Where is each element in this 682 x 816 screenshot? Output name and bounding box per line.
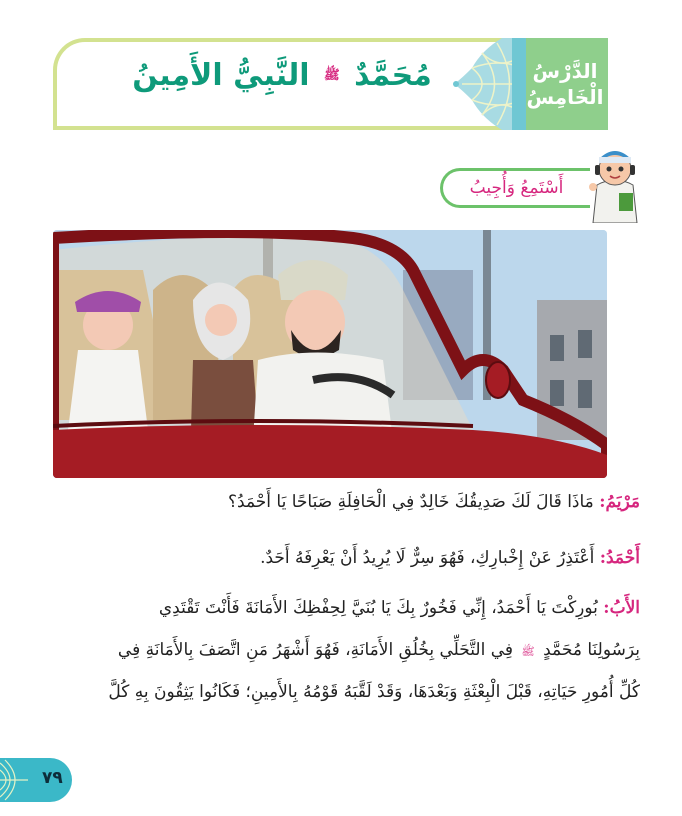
lesson-title (117, 58, 447, 93)
dialogue-text: أَعْتَذِرُ عَنْ إِخْبارِكِ، فَهُوَ سِرٌّ لَا يُرِيدُ أَنْ يَعْرِفَهُ أَحَدٌ. (260, 548, 595, 568)
title-part2: النَّبِيُّ الأَمِينُ (132, 58, 310, 93)
pbuh-glyph: ﷺ (323, 68, 340, 83)
speaker-ahmad: أَحْمَدُ: (599, 548, 640, 568)
family-in-car-illustration (53, 230, 607, 478)
lesson-label-line1: الدَّرْسُ (532, 59, 598, 83)
lesson-label-line2: الْخَامِسُ (526, 85, 604, 109)
dialogue-line-ahmad (40, 548, 640, 568)
dialogue-text: مَاذَا قَالَ لَكَ صَدِيقُكَ خَالِدٌ فِي الْحَافِلَةِ صَبَاحًا يَا أَحْمَدُ؟ (228, 492, 594, 512)
dialogue-line-father-3 (40, 682, 640, 702)
listen-and-answer-label (440, 168, 590, 208)
speaker-father: الأَبُ: (603, 598, 640, 618)
dialogue-line-maryam (40, 492, 640, 512)
dialogue-line-father-2 (40, 640, 640, 661)
dialogue-line-father-1 (40, 598, 640, 618)
boy-with-headphones-icon (585, 145, 645, 223)
lesson-number-tab (522, 38, 608, 130)
pbuh-glyph: ﷺ (521, 645, 535, 658)
dialogue-text: فِي التَّحَلِّي بِخُلُقِ الأَمَانَةِ، فَهُوَ أَشْهَرُ مَنِ اتَّصَفَ بِالأَمَانَةِ فِي (117, 640, 514, 660)
dialogue-text: بِرَسُولِنَا مُحَمَّدٍ (543, 640, 640, 660)
car-scene-image (53, 230, 607, 478)
title-part1: مُحَمَّدٌ (354, 58, 432, 93)
speaker-maryam: مَرْيَمُ: (599, 492, 640, 512)
dialogue-text: بُورِكْتَ يَا أَحْمَدُ، إِنِّي فَخُورٌ بِكَ يَا بُنَيَّ لِحِفْظِكَ الأَمَانَةَ فَأَنْتَ تَقْتَدِي (158, 598, 598, 618)
page-number: ٧٩ (42, 768, 63, 788)
activity-label: أَسْتَمِعُ وَأُجِيبُ (469, 178, 564, 198)
dialogue-text: كُلِّ أُمُورِ حَيَاتِهِ، قَبْلَ الْبِعْثَةِ وَبَعْدَهَا، وَقَدْ لَقَّبَهُ قَوْمُهُ بِالأَمِينِ؛ فَكَانُوا يَثِقُونَ بِهِ كُلَّ (108, 682, 640, 702)
ornament-icon (0, 758, 30, 802)
